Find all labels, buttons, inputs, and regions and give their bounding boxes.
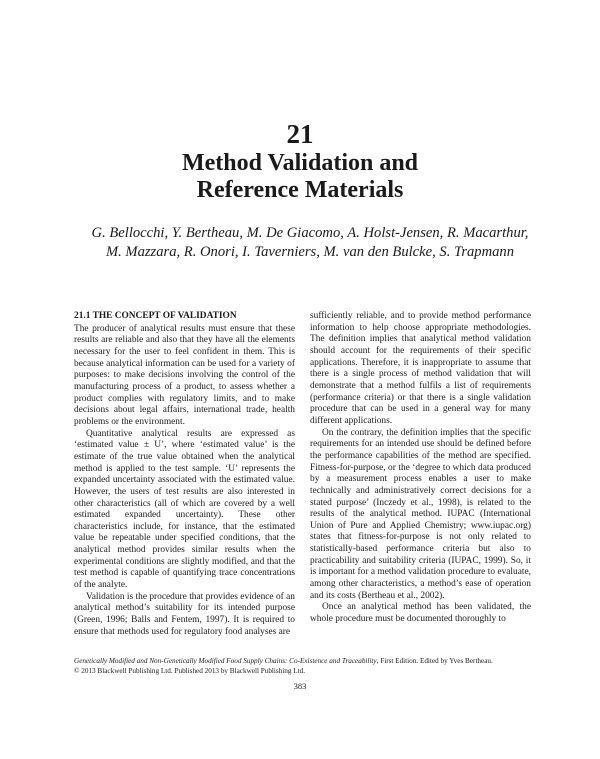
chapter-title xyxy=(0,150,600,204)
left-column xyxy=(74,311,295,638)
footer-citation xyxy=(74,657,534,667)
section-heading: 21.1 THE CONCEPT OF VALIDATION xyxy=(74,311,237,321)
chapter-title-line-1: Method Validation and xyxy=(181,150,419,176)
body-paragraph: sufficiently reliable, and to provide method performance information to help choose appropriate methodologies. The definition implies that analytical method validation should account for the requirements of their specific applications. Therefore, it is inappropriate to assume that there is a single process of method validation that will demonstrate that a method fulfils a list of requirements (performance criteria) or that there is a single validation procedure that can be used in a general way for many different applications. xyxy=(310,311,531,426)
author-line-2: M. Mazzara, R. Onori, I. Taverniers, M. van den Bulcke, S. Trapmann xyxy=(105,244,515,260)
body-paragraph: Once an analytical method has been validated, the whole procedure must be documented thoroughly to xyxy=(310,602,531,625)
body-paragraph: Validation is the procedure that provides evidence of an analytical method’s suitability for its intended purpose (Green, 1996; Balls and Fentem, 1997). It is required to ensure that methods used for regulatory food analyses are xyxy=(74,591,295,637)
page-number: 383 xyxy=(293,681,307,691)
author-line-1: G. Bellocchi, Y. Bertheau, M. De Giacomo, A. Holst-Jensen, R. Macarthur, xyxy=(91,225,529,241)
edition-note: , First Edition. Edited by Yves Bertheau. xyxy=(376,657,493,665)
copyright-notice: © 2013 Blackwell Publishing Ltd. Published 2013 by Blackwell Publishing Ltd. xyxy=(74,666,306,675)
chapter-title-line-2: Reference Materials xyxy=(196,177,404,203)
chapter-number: 21 xyxy=(286,119,314,149)
author-list xyxy=(80,224,540,262)
right-column xyxy=(310,311,531,626)
book-title: Genetically Modified and Non-Genetically Modified Food Supply Chains: Co-Existence and Traceability xyxy=(74,657,377,665)
body-paragraph: On the contrary, the definition implies that the specific requirements for an intended use should be defined before the performance capabilities of the method are specified. Fitness-for-purpose, or the ‘degree to which data produced by a measurement process enables a user to make technically and administratively correct decisions for a stated purpose’ (Inczedy et al., 1998), is related to the results of the analytical method. IUPAC (International Union of Pure and Applied Chemistry; www.iupac.org) states that fitness-for-purpose is not only related to statistically-based performance criteria but also to practicability and suitability criteria (IUPAC, 1999). So, it is important for a method validation procedure to evaluate, among other characteristics, a method’s ease of operation and its costs (Bertheau et al., 2002). xyxy=(310,427,531,601)
body-paragraph: Quantitative analytical results are expressed as ‘estimated value ± U’, where ‘estimated value’ is the estimate of the true value obtained when the analytical method is applied to the test sample. ‘U’ represents the expanded uncertainty associated with the estimated value. However, the users of test results are also interested in other characteristics (all of which are covered by a well estimated expanded uncertainty). These other characteristics include, for instance, that the estimated value be repeatable under specified conditions, that the analytical method provides similar results when the experimental conditions are slightly modified, and that the test method is capable of quantifying trace concentrations of the analyte. xyxy=(74,428,295,591)
body-paragraph: The producer of analytical results must ensure that these results are reliable and also that they have all the elements necessary for the user to feel confident in them. This is because analytical information can be used for a variety of purposes: to make decisions involving the control of the manufacturing process of a product, to assess whether a product complies with regulatory limits, and to make decisions about legal affairs, international trade, health problems or the environment. xyxy=(74,323,295,427)
page-footer xyxy=(74,657,534,676)
